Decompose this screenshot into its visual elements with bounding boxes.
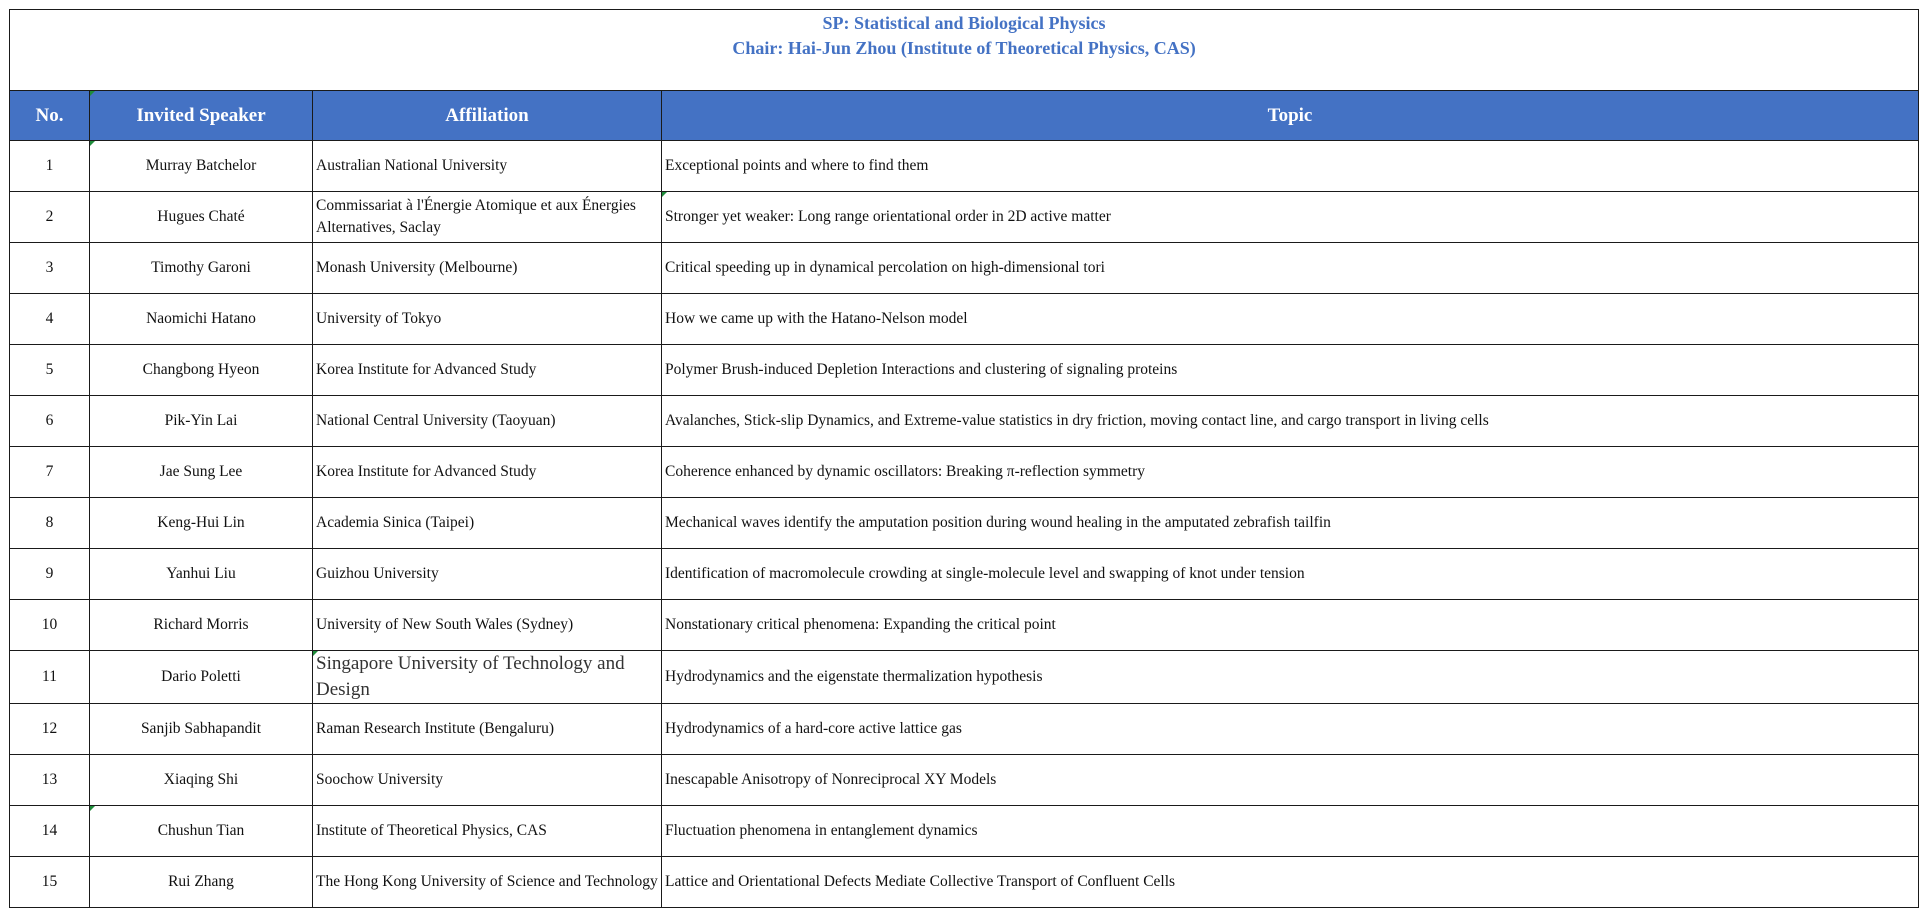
table-body bbox=[10, 141, 1919, 908]
speaker-schedule-sheet bbox=[9, 9, 1918, 908]
cell-speaker: Rui Zhang bbox=[90, 857, 313, 908]
cell-affiliation: Raman Research Institute (Bengaluru) bbox=[313, 704, 662, 755]
cell-affiliation: Commissariat à l'Énergie Atomique et aux Énergies Alternatives, Saclay bbox=[313, 192, 662, 243]
cell-affiliation: Institute of Theoretical Physics, CAS bbox=[313, 806, 662, 857]
cell-no: 2 bbox=[10, 192, 90, 243]
table-row bbox=[10, 447, 1919, 498]
cell-topic: Exceptional points and where to find them bbox=[662, 141, 1919, 192]
cell-speaker: Dario Poletti bbox=[90, 651, 313, 704]
table-row bbox=[10, 549, 1919, 600]
cell-topic: Stronger yet weaker: Long range orientational order in 2D active matter bbox=[662, 192, 1919, 243]
cell-affiliation: Monash University (Melbourne) bbox=[313, 243, 662, 294]
cell-speaker: Pik-Yin Lai bbox=[90, 396, 313, 447]
cell-no: 14 bbox=[10, 806, 90, 857]
cell-no: 3 bbox=[10, 243, 90, 294]
cell-speaker: Xiaqing Shi bbox=[90, 755, 313, 806]
cell-no: 12 bbox=[10, 704, 90, 755]
cell-affiliation: University of New South Wales (Sydney) bbox=[313, 600, 662, 651]
cell-topic: Avalanches, Stick-slip Dynamics, and Extreme-value statistics in dry friction, moving contact line, and cargo transport in living cells bbox=[662, 396, 1919, 447]
cell-topic: Polymer Brush-induced Depletion Interactions and clustering of signaling proteins bbox=[662, 345, 1919, 396]
cell-no: 7 bbox=[10, 447, 90, 498]
cell-affiliation: Academia Sinica (Taipei) bbox=[313, 498, 662, 549]
cell-topic: Identification of macromolecule crowding at single-molecule level and swapping of knot under tension bbox=[662, 549, 1919, 600]
table-row bbox=[10, 857, 1919, 908]
cell-speaker: Timothy Garoni bbox=[90, 243, 313, 294]
cell-affiliation: Korea Institute for Advanced Study bbox=[313, 447, 662, 498]
cell-speaker: Yanhui Liu bbox=[90, 549, 313, 600]
cell-topic: Coherence enhanced by dynamic oscillators: Breaking π-reflection symmetry bbox=[662, 447, 1919, 498]
cell-topic: Lattice and Orientational Defects Mediate Collective Transport of Confluent Cells bbox=[662, 857, 1919, 908]
cell-no: 10 bbox=[10, 600, 90, 651]
session-chair: Chair: Hai-Jun Zhou (Institute of Theoretical Physics, CAS) bbox=[732, 38, 1196, 58]
table-row bbox=[10, 651, 1919, 704]
session-title-cell bbox=[10, 10, 1919, 91]
cell-speaker: Naomichi Hatano bbox=[90, 294, 313, 345]
cell-no: 15 bbox=[10, 857, 90, 908]
table-row bbox=[10, 345, 1919, 396]
session-title: SP: Statistical and Biological Physics bbox=[822, 13, 1106, 33]
cell-topic: Fluctuation phenomena in entanglement dynamics bbox=[662, 806, 1919, 857]
cell-affiliation: Australian National University bbox=[313, 141, 662, 192]
title-row bbox=[10, 10, 1919, 91]
cell-topic: Inescapable Anisotropy of Nonreciprocal XY Models bbox=[662, 755, 1919, 806]
cell-affiliation: Soochow University bbox=[313, 755, 662, 806]
cell-speaker: Changbong Hyeon bbox=[90, 345, 313, 396]
table-row bbox=[10, 498, 1919, 549]
table-row bbox=[10, 755, 1919, 806]
cell-topic: Mechanical waves identify the amputation position during wound healing in the amputated zebrafish tailfin bbox=[662, 498, 1919, 549]
cell-speaker: Murray Batchelor bbox=[90, 141, 313, 192]
column-header-no: No. bbox=[10, 91, 90, 141]
header-row bbox=[10, 91, 1919, 141]
table-row bbox=[10, 243, 1919, 294]
cell-no: 1 bbox=[10, 141, 90, 192]
table-row bbox=[10, 806, 1919, 857]
speaker-table bbox=[9, 9, 1919, 908]
table-row bbox=[10, 704, 1919, 755]
table-row bbox=[10, 141, 1919, 192]
table-row bbox=[10, 600, 1919, 651]
cell-affiliation: The Hong Kong University of Science and Technology bbox=[313, 857, 662, 908]
table-row bbox=[10, 294, 1919, 345]
cell-topic: Nonstationary critical phenomena: Expanding the critical point bbox=[662, 600, 1919, 651]
cell-affiliation: Singapore University of Technology and Design bbox=[313, 651, 662, 704]
cell-speaker: Richard Morris bbox=[90, 600, 313, 651]
cell-affiliation: University of Tokyo bbox=[313, 294, 662, 345]
cell-no: 8 bbox=[10, 498, 90, 549]
cell-no: 11 bbox=[10, 651, 90, 704]
cell-no: 6 bbox=[10, 396, 90, 447]
cell-speaker: Hugues Chaté bbox=[90, 192, 313, 243]
cell-speaker: Chushun Tian bbox=[90, 806, 313, 857]
cell-topic: Critical speeding up in dynamical percolation on high-dimensional tori bbox=[662, 243, 1919, 294]
cell-affiliation: Guizhou University bbox=[313, 549, 662, 600]
cell-topic: How we came up with the Hatano-Nelson model bbox=[662, 294, 1919, 345]
cell-speaker: Keng-Hui Lin bbox=[90, 498, 313, 549]
cell-speaker: Sanjib Sabhapandit bbox=[90, 704, 313, 755]
table-row bbox=[10, 396, 1919, 447]
cell-topic: Hydrodynamics and the eigenstate thermalization hypothesis bbox=[662, 651, 1919, 704]
cell-no: 9 bbox=[10, 549, 90, 600]
cell-no: 13 bbox=[10, 755, 90, 806]
column-header-topic: Topic bbox=[662, 91, 1919, 141]
cell-no: 5 bbox=[10, 345, 90, 396]
cell-affiliation: Korea Institute for Advanced Study bbox=[313, 345, 662, 396]
table-row bbox=[10, 192, 1919, 243]
cell-no: 4 bbox=[10, 294, 90, 345]
column-header-affiliation: Affiliation bbox=[313, 91, 662, 141]
cell-topic: Hydrodynamics of a hard-core active lattice gas bbox=[662, 704, 1919, 755]
cell-affiliation: National Central University (Taoyuan) bbox=[313, 396, 662, 447]
cell-speaker: Jae Sung Lee bbox=[90, 447, 313, 498]
column-header-speaker: Invited Speaker bbox=[90, 91, 313, 141]
